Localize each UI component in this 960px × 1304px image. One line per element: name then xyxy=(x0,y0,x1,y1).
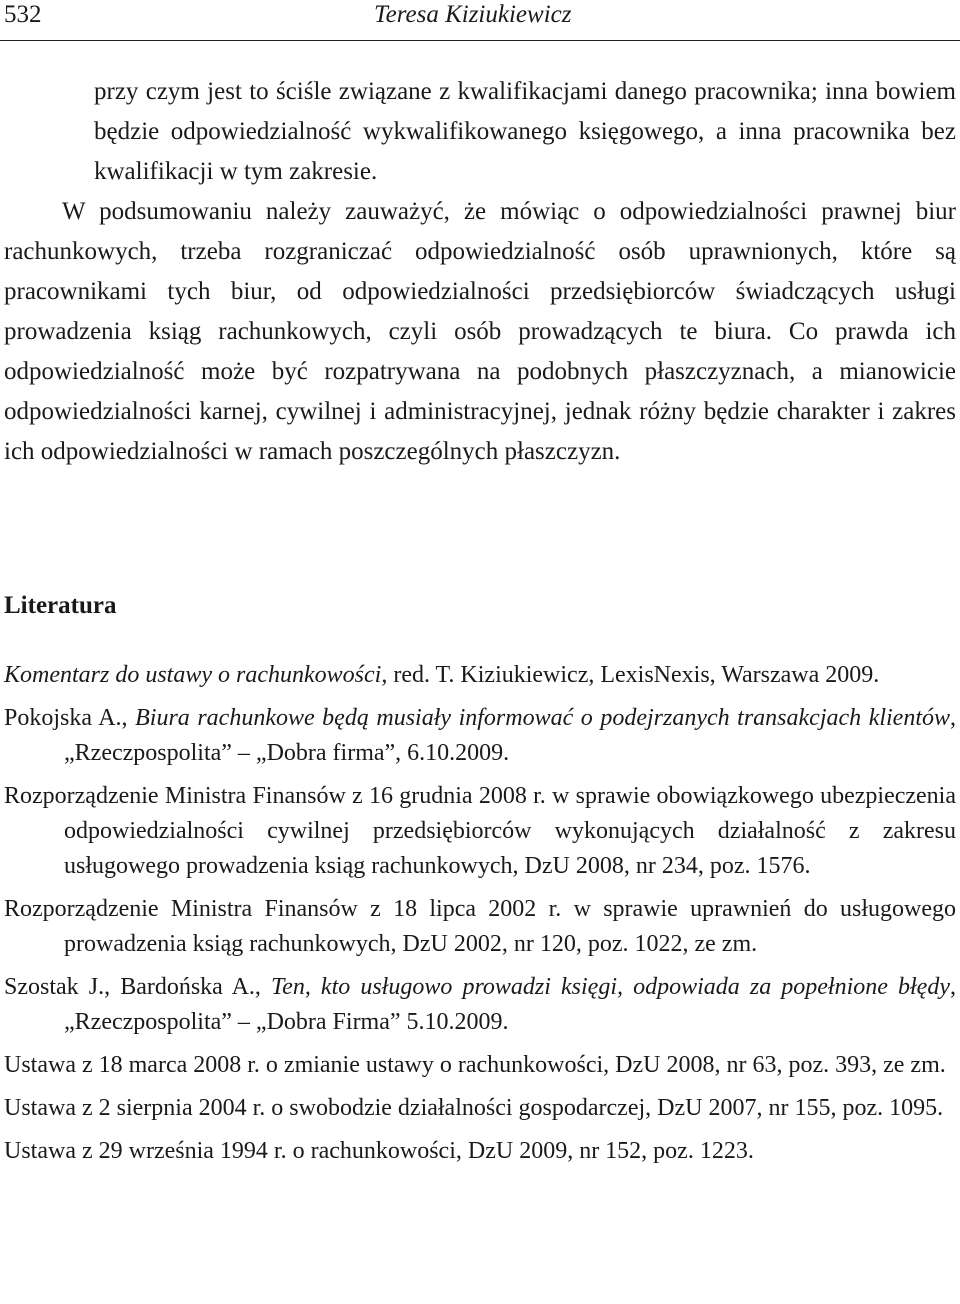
bibliography-entry xyxy=(4,970,956,1040)
entry-lead: Ustawa z 2 sierpnia 2004 r. o swobodzie działalności gospodarczej, DzU 2007, nr 155, poz. 1095. xyxy=(4,1095,944,1121)
body-text xyxy=(4,72,956,472)
entry-details: , „Rzeczpospolita” – „Dobra firma”, 6.10.2009. xyxy=(64,705,957,766)
bibliography-list xyxy=(4,658,956,1177)
running-header xyxy=(0,0,960,41)
running-title: Teresa Kiziukiewicz xyxy=(374,1,572,28)
entry-lead: Pokojska A., xyxy=(4,705,136,731)
entry-title: Ten, kto usługowo prowadzi księgi, odpowiada za popełnione błędy xyxy=(271,974,950,1000)
entry-title: Biura rachunkowe będą musiały informować o podejrzanych transakcjach klientów xyxy=(135,705,951,731)
literature-heading: Literatura xyxy=(4,592,117,619)
entry-details: , „Rzeczpospolita” – „Dobra Firma” 5.10.2009. xyxy=(64,974,956,1035)
page-number: 532 xyxy=(4,1,42,28)
bibliography-entry xyxy=(4,892,956,962)
entry-title: Komentarz do ustawy o rachunkowości xyxy=(4,662,382,688)
bibliography-entry xyxy=(4,779,956,884)
entry-lead: Rozporządzenie Ministra Finansów z 18 lipca 2002 r. w sprawie uprawnień do usługowego prowadzenia ksiąg rachunkowych, DzU 2002, nr 120, poz. 1022, ze zm. xyxy=(4,896,956,957)
bibliography-entry xyxy=(4,1134,956,1169)
entry-lead: Ustawa z 29 września 1994 r. o rachunkowości, DzU 2009, nr 152, poz. 1223. xyxy=(4,1138,754,1164)
bibliography-entry xyxy=(4,1048,956,1083)
entry-lead: Ustawa z 18 marca 2008 r. o zmianie ustawy o rachunkowości, DzU 2008, nr 63, poz. 393, ze zm. xyxy=(4,1052,946,1078)
paragraph-summary: W podsumowaniu należy zauważyć, że mówiąc o odpowiedzialności prawnej biur rachunkowych, trzeba rozgraniczać odpowiedzialność osób uprawnionych, które są pracownikami tych biur, od odpowiedzialności przedsiębiorców świadczących usługi prowadzenia ksiąg rachunkowych, czyli osób prowadzących te biura. Co prawda ich odpowiedzialność może być rozpatrywana na podobnych płaszczyznach, a mianowicie odpowiedzialności karnej, cywilnej i administracyjnej, jednak różny będzie charakter i zakres ich odpowiedzialności w ramach poszczególnych płaszczyzn. xyxy=(4,198,956,465)
entry-lead: Rozporządzenie Ministra Finansów z 16 grudnia 2008 r. w sprawie obowiązkowego ubezpieczenia odpowiedzialności cywilnej przedsiębiorców wykonujących działalność z zakresu usługowego prowadzenia ksiąg rachunkowych, DzU 2008, nr 234, poz. 1576. xyxy=(4,783,956,879)
bibliography-entry xyxy=(4,1091,956,1126)
entry-details: , red. T. Kiziukiewicz, LexisNexis, Warszawa 2009. xyxy=(381,662,880,688)
entry-lead: Szostak J., Bardońska A., xyxy=(4,974,272,1000)
bibliography-entry xyxy=(4,701,956,771)
bibliography-entry xyxy=(4,658,956,693)
paragraph-continuation: przy czym jest to ściśle związane z kwalifikacjami danego pracownika; inna bowiem będzie odpowiedzialność wykwalifikowanego księgowego, a inna pracownika bez kwalifikacji w tym zakresie. xyxy=(94,78,956,185)
